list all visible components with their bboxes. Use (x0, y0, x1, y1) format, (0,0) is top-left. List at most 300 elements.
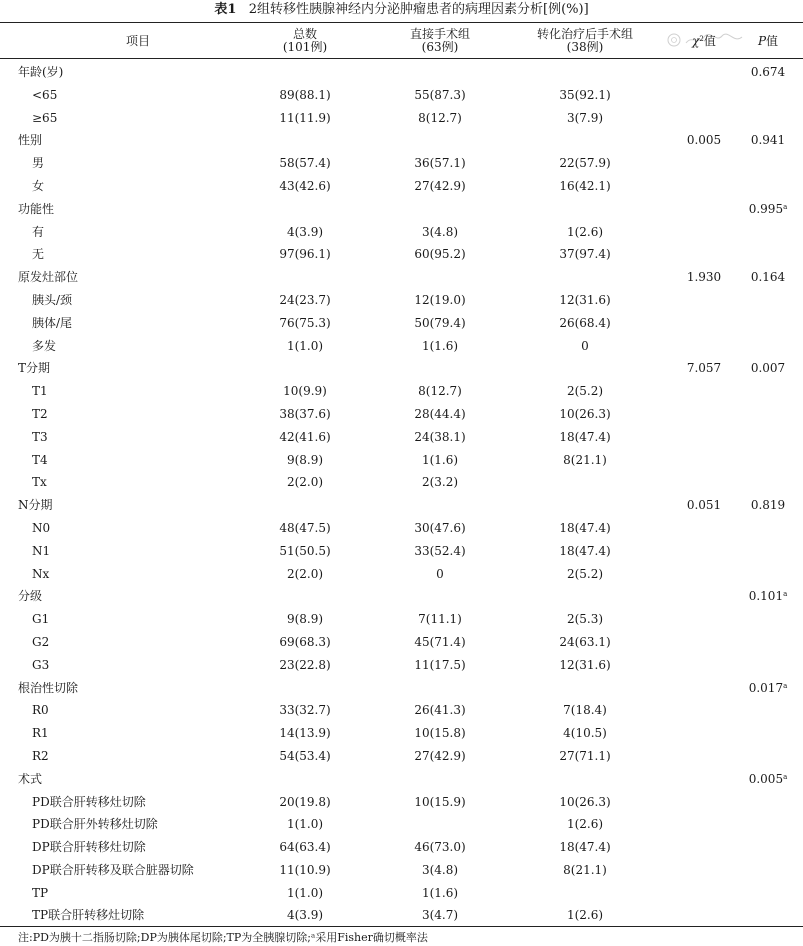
cell-item-text: R1 (32, 726, 49, 741)
cell-item (32, 316, 72, 330)
table-note: 注:PD为胰十二指肠切除;DP为胰体尾切除;TP为全胰腺切除;ᵃ采用Fisher确切概率法 (18, 931, 428, 944)
table-row (0, 699, 803, 722)
cell-conv-text: 12(31.6) (559, 292, 611, 307)
cell-total (250, 908, 360, 922)
cell-item (32, 156, 44, 170)
cell-direct (380, 840, 500, 854)
cell-direct (380, 111, 500, 125)
cell-total-text: 9(8.9) (286, 452, 324, 467)
table-group-row (0, 61, 803, 84)
cell-conv (520, 544, 650, 558)
cell-direct (380, 886, 500, 900)
cell-conv-text: 27(71.1) (559, 748, 611, 763)
cell-item-text: <65 (32, 87, 58, 102)
cell-direct (380, 612, 500, 626)
cell-direct (380, 179, 500, 193)
table-row (0, 426, 803, 449)
cell-conv (520, 635, 650, 649)
cell-conv (520, 247, 650, 261)
cell-p-value-text: 0.164 (750, 270, 786, 285)
cell-item-text: 胰体/尾 (32, 315, 73, 330)
cell-direct (380, 247, 500, 261)
cell-direct (380, 475, 500, 489)
cell-conv-text: 1(2.6) (566, 224, 604, 239)
cell-conv (520, 339, 650, 353)
p-value-footnote-mark: a (783, 681, 788, 690)
table-row (0, 449, 803, 472)
cell-item-text: G3 (32, 657, 50, 672)
header-item: 项目 (125, 34, 150, 48)
cell-conv (520, 703, 650, 717)
cell-total (250, 247, 360, 261)
cell-total-text: 58(57.4) (279, 156, 331, 171)
cell-item (32, 293, 72, 307)
cell-total (250, 863, 360, 877)
cell-direct (380, 293, 500, 307)
cell-total-text: 54(53.4) (279, 748, 331, 763)
table-row (0, 175, 803, 198)
cell-conv-text: 16(42.1) (559, 178, 611, 193)
cell-direct (380, 567, 500, 581)
header-conv-line1: 转化治疗后手术组 (536, 27, 633, 41)
cell-conv-text: 2(5.2) (566, 566, 604, 581)
cell-direct-text: 24(38.1) (414, 429, 466, 444)
p-value-footnote-mark: a (783, 772, 788, 781)
cell-item (18, 772, 42, 786)
cell-conv (520, 840, 650, 854)
table-row (0, 243, 803, 266)
cell-total (250, 567, 360, 581)
cell-item-text: N0 (32, 520, 51, 535)
cell-p-value (738, 589, 798, 603)
cell-total-text: 1(1.0) (286, 817, 324, 832)
cell-chi-square (674, 270, 734, 284)
header-chi-sup: 2 (699, 35, 704, 43)
cell-chi-square-text: 0.051 (686, 498, 722, 513)
cell-conv-text: 4(10.5) (563, 726, 607, 741)
cell-direct-text: 28(44.4) (414, 406, 466, 421)
cell-conv-text: 2(5.3) (566, 612, 604, 627)
cell-direct-text: 27(42.9) (414, 748, 466, 763)
cell-total (250, 726, 360, 740)
cell-p-value-text: 0.101 (748, 589, 784, 604)
cell-item-text: 原发灶部位 (18, 270, 79, 285)
cell-item (18, 133, 42, 147)
cell-total (250, 293, 360, 307)
cell-direct-text: 1(1.6) (421, 885, 459, 900)
cell-conv (520, 863, 650, 877)
cell-total-text: 1(1.0) (286, 885, 324, 900)
table-row (0, 517, 803, 540)
cell-p-value (738, 202, 798, 216)
cell-conv (520, 384, 650, 398)
cell-item-text: ≥65 (32, 110, 58, 125)
cell-direct-text: 30(47.6) (414, 520, 466, 535)
cell-direct-text: 10(15.9) (414, 794, 466, 809)
cell-item-text: N1 (32, 543, 51, 558)
header-direct-line1: 直接手术组 (409, 27, 470, 41)
cell-item-text: 性别 (18, 133, 43, 148)
cell-item-text: 年龄(岁) (18, 65, 64, 79)
cell-conv-text: 26(68.4) (559, 315, 611, 330)
cell-chi-square (674, 133, 734, 147)
cell-direct-text: 8(12.7) (418, 384, 462, 399)
cell-direct (380, 156, 500, 170)
table-row (0, 312, 803, 335)
cell-p-value (738, 498, 798, 512)
cell-total (250, 453, 360, 467)
table-row (0, 654, 803, 677)
cell-p-value (738, 270, 798, 284)
cell-p-value-text: 0.005 (748, 771, 784, 786)
cell-direct-text: 3(4.8) (421, 862, 459, 877)
cell-direct-text: 50(79.4) (414, 315, 466, 330)
table-row (0, 221, 803, 244)
cell-item-text: T1 (32, 384, 48, 399)
cell-item (32, 567, 49, 581)
cell-item (32, 703, 49, 717)
table-row (0, 608, 803, 631)
cell-conv (520, 430, 650, 444)
cell-direct (380, 384, 500, 398)
cell-item-text: 根治性切除 (18, 680, 79, 695)
header-chi-label: 值 (703, 34, 716, 48)
cell-total (250, 658, 360, 672)
cell-p-value (738, 361, 798, 375)
cell-item (32, 886, 48, 900)
header-total (250, 28, 360, 54)
cell-direct (380, 749, 500, 763)
cell-total-text: 43(42.6) (279, 178, 331, 193)
cell-direct (380, 316, 500, 330)
cell-direct-text: 60(95.2) (414, 247, 466, 262)
table-row (0, 722, 803, 745)
cell-item (32, 749, 49, 763)
cell-p-value (738, 133, 798, 147)
cell-item-text: R2 (32, 748, 49, 763)
cell-total (250, 475, 360, 489)
cell-total (250, 316, 360, 330)
table-top-rule (0, 22, 803, 23)
cell-total-text: 4(3.9) (286, 908, 324, 923)
header-p-symbol: P (757, 34, 767, 48)
cell-item-text: DP联合肝转移灶切除 (32, 840, 146, 855)
cell-direct-text: 46(73.0) (414, 840, 466, 855)
cell-item (32, 407, 48, 421)
cell-item (18, 589, 42, 603)
cell-direct-text: 11(17.5) (414, 657, 466, 672)
cell-conv-text: 0 (581, 338, 589, 353)
cell-total-text: 42(41.6) (279, 429, 331, 444)
cell-direct-text: 36(57.1) (414, 156, 466, 171)
cell-item-text: PD联合肝转移灶切除 (32, 794, 146, 809)
cell-conv (520, 453, 650, 467)
cell-total (250, 430, 360, 444)
cell-p-value (738, 681, 798, 695)
cell-total (250, 749, 360, 763)
cell-total (250, 795, 360, 809)
cell-total-text: 97(96.1) (279, 247, 331, 262)
cell-item (32, 863, 194, 877)
cell-item (32, 795, 146, 809)
cell-conv-text: 1(2.6) (566, 817, 604, 832)
cell-direct-text: 7(11.1) (418, 612, 462, 627)
cell-total-text: 24(23.7) (279, 292, 331, 307)
table-row (0, 859, 803, 882)
cell-p-value-text: 0.017 (748, 680, 784, 695)
cell-item-text: T2 (32, 406, 48, 421)
cell-conv-text: 7(18.4) (563, 703, 607, 718)
header-total-line1: 总数 (292, 27, 317, 41)
cell-total-text: 2(2.0) (286, 566, 324, 581)
cell-direct (380, 88, 500, 102)
header-total-line2: (101例) (282, 40, 328, 54)
cell-item-text: 多发 (32, 338, 57, 353)
table-row (0, 904, 803, 927)
cell-total-text: 51(50.5) (279, 543, 331, 558)
cell-item-text: 男 (32, 156, 45, 171)
cell-item-text: 功能性 (18, 201, 55, 216)
cell-conv (520, 521, 650, 535)
cell-item (32, 635, 49, 649)
cell-item-text: T4 (32, 452, 48, 467)
cell-direct-text: 3(4.8) (421, 224, 459, 239)
cell-total-text: 33(32.7) (279, 703, 331, 718)
cell-direct (380, 407, 500, 421)
cell-item (18, 270, 78, 284)
cell-conv (520, 817, 650, 831)
cell-conv-text: 8(21.1) (563, 862, 607, 877)
cell-p-value-text: 0.674 (750, 65, 786, 79)
cell-conv-text: 37(97.4) (559, 247, 611, 262)
cell-total (250, 156, 360, 170)
table-group-row (0, 768, 803, 791)
cell-item-text: PD联合肝外转移灶切除 (32, 817, 158, 832)
cell-total-text: 11(10.9) (279, 862, 331, 877)
cell-item-text: 有 (32, 224, 45, 239)
cell-conv-text: 3(7.9) (566, 110, 604, 125)
cell-direct-text: 55(87.3) (414, 87, 466, 102)
table-row (0, 813, 803, 836)
table-row (0, 403, 803, 426)
cell-total-text: 64(63.4) (279, 840, 331, 855)
cell-conv (520, 567, 650, 581)
cell-direct-text: 26(41.3) (414, 703, 466, 718)
cell-total (250, 88, 360, 102)
cell-item-text: 术式 (18, 771, 43, 786)
cell-direct (380, 453, 500, 467)
cell-total (250, 544, 360, 558)
cell-item (18, 361, 50, 375)
cell-item-text: N分期 (18, 498, 53, 513)
cell-total-text: 2(2.0) (286, 475, 324, 490)
header-direct-line2: (63例) (421, 40, 459, 54)
cell-direct (380, 430, 500, 444)
cell-item (18, 498, 53, 512)
table-group-row (0, 266, 803, 289)
cell-direct-text: 10(15.8) (414, 726, 466, 741)
cell-total (250, 840, 360, 854)
table-row (0, 791, 803, 814)
cell-p-value-text: 0.995 (748, 201, 784, 216)
cell-p-value-text: 0.819 (750, 498, 786, 513)
cell-item (32, 817, 158, 831)
cell-conv (520, 612, 650, 626)
cell-total-text: 20(19.8) (279, 794, 331, 809)
cell-total-text: 76(75.3) (279, 315, 331, 330)
cell-conv-text: 12(31.6) (559, 657, 611, 672)
table-row (0, 836, 803, 859)
cell-p-value-text: 0.007 (750, 361, 786, 376)
header-direct (380, 28, 500, 54)
cell-item-text: TP联合肝转移灶切除 (32, 908, 145, 923)
table-row (0, 631, 803, 654)
table-row (0, 152, 803, 175)
cell-direct-text: 3(4.7) (421, 908, 459, 923)
cell-item-text: R0 (32, 703, 49, 718)
cell-item-text: 胰头/颈 (32, 292, 73, 307)
cell-item (32, 908, 144, 922)
cell-total (250, 703, 360, 717)
header-p-label: 值 (766, 34, 779, 48)
cell-direct (380, 521, 500, 535)
p-value-footnote-mark: a (783, 590, 788, 599)
cell-conv (520, 293, 650, 307)
table-group-row (0, 357, 803, 380)
cell-item-text: 女 (32, 178, 45, 193)
cell-direct-text: 45(71.4) (414, 634, 466, 649)
cell-item-text: TP (32, 885, 49, 900)
cell-total-text: 48(47.5) (279, 520, 331, 535)
header-p (738, 35, 798, 48)
cell-total-text: 14(13.9) (279, 726, 331, 741)
cell-item (18, 65, 63, 79)
cell-chi-square-text: 0.005 (686, 133, 722, 148)
table-row (0, 107, 803, 130)
cell-item-text: DP联合肝转移及联合脏器切除 (32, 862, 194, 877)
table-bottom-rule (0, 926, 803, 927)
cell-conv-text: 2(5.2) (566, 384, 604, 399)
cell-conv (520, 88, 650, 102)
cell-conv-text: 18(47.4) (559, 840, 611, 855)
cell-item (32, 475, 47, 489)
cell-chi-square (674, 498, 734, 512)
table-row (0, 289, 803, 312)
table-caption (0, 0, 803, 22)
cell-direct (380, 339, 500, 353)
table-caption-label: 表1 (214, 2, 237, 17)
cell-direct-text: 0 (436, 566, 444, 581)
cell-conv (520, 111, 650, 125)
table-row (0, 540, 803, 563)
cell-total (250, 635, 360, 649)
cell-conv (520, 225, 650, 239)
cell-total (250, 407, 360, 421)
cell-direct-text: 1(1.6) (421, 452, 459, 467)
table-row (0, 380, 803, 403)
cell-conv (520, 179, 650, 193)
header-conv-line2: (38例) (566, 40, 604, 54)
table-row (0, 563, 803, 586)
header-chi-symbol: χ (692, 34, 700, 48)
cell-chi-square-text: 1.930 (686, 270, 722, 285)
cell-conv (520, 726, 650, 740)
cell-direct-text: 12(19.0) (414, 292, 466, 307)
cell-total (250, 612, 360, 626)
header-chi (674, 35, 734, 48)
cell-item (32, 111, 57, 125)
cell-conv (520, 156, 650, 170)
cell-direct (380, 635, 500, 649)
cell-conv-text: 10(26.3) (559, 794, 611, 809)
cell-total (250, 225, 360, 239)
cell-conv (520, 749, 650, 763)
cell-total (250, 886, 360, 900)
cell-direct (380, 795, 500, 809)
cell-item (32, 225, 44, 239)
cell-direct-text: 1(1.6) (421, 338, 459, 353)
cell-total-text: 11(11.9) (279, 110, 331, 125)
cell-total (250, 111, 360, 125)
cell-direct-text: 2(3.2) (421, 475, 459, 490)
cell-conv (520, 407, 650, 421)
cell-item-text: T3 (32, 429, 48, 444)
cell-item (32, 726, 49, 740)
cell-item-text: Nx (32, 566, 50, 581)
cell-p-value-text: 0.941 (750, 133, 786, 148)
cell-total (250, 339, 360, 353)
cell-item (32, 179, 44, 193)
cell-item (32, 384, 48, 398)
cell-item (32, 658, 49, 672)
cell-item (32, 453, 48, 467)
cell-total (250, 817, 360, 831)
cell-direct-text: 8(12.7) (418, 110, 462, 125)
table-group-row (0, 198, 803, 221)
cell-item-text: 无 (32, 247, 45, 262)
cell-item (32, 612, 49, 626)
cell-item-text: G2 (32, 634, 50, 649)
cell-conv-text: 22(57.9) (559, 156, 611, 171)
table-caption-text: 2组转移性胰腺神经内分泌肿瘤患者的病理因素分析[例(%)] (248, 2, 589, 17)
cell-item (32, 247, 44, 261)
table-row (0, 882, 803, 905)
cell-total-text: 23(22.8) (279, 657, 331, 672)
cell-item-text: 分级 (18, 589, 43, 604)
cell-conv-text: 18(47.4) (559, 429, 611, 444)
cell-total-text: 38(37.6) (279, 406, 331, 421)
table-row (0, 471, 803, 494)
table-row (0, 84, 803, 107)
cell-p-value (738, 772, 798, 786)
cell-direct (380, 863, 500, 877)
cell-item-text: T分期 (18, 361, 51, 376)
cell-conv-text: 24(63.1) (559, 634, 611, 649)
cell-direct (380, 703, 500, 717)
p-value-footnote-mark: a (783, 202, 788, 211)
cell-item (32, 339, 56, 353)
cell-item (32, 430, 48, 444)
cell-item (18, 681, 78, 695)
cell-total-text: 4(3.9) (286, 224, 324, 239)
cell-p-value (738, 65, 798, 79)
cell-total-text: 89(88.1) (279, 87, 331, 102)
cell-total-text: 10(9.9) (283, 384, 327, 399)
cell-conv (520, 908, 650, 922)
table-group-row (0, 585, 803, 608)
header-conv (520, 28, 650, 54)
cell-conv (520, 316, 650, 330)
